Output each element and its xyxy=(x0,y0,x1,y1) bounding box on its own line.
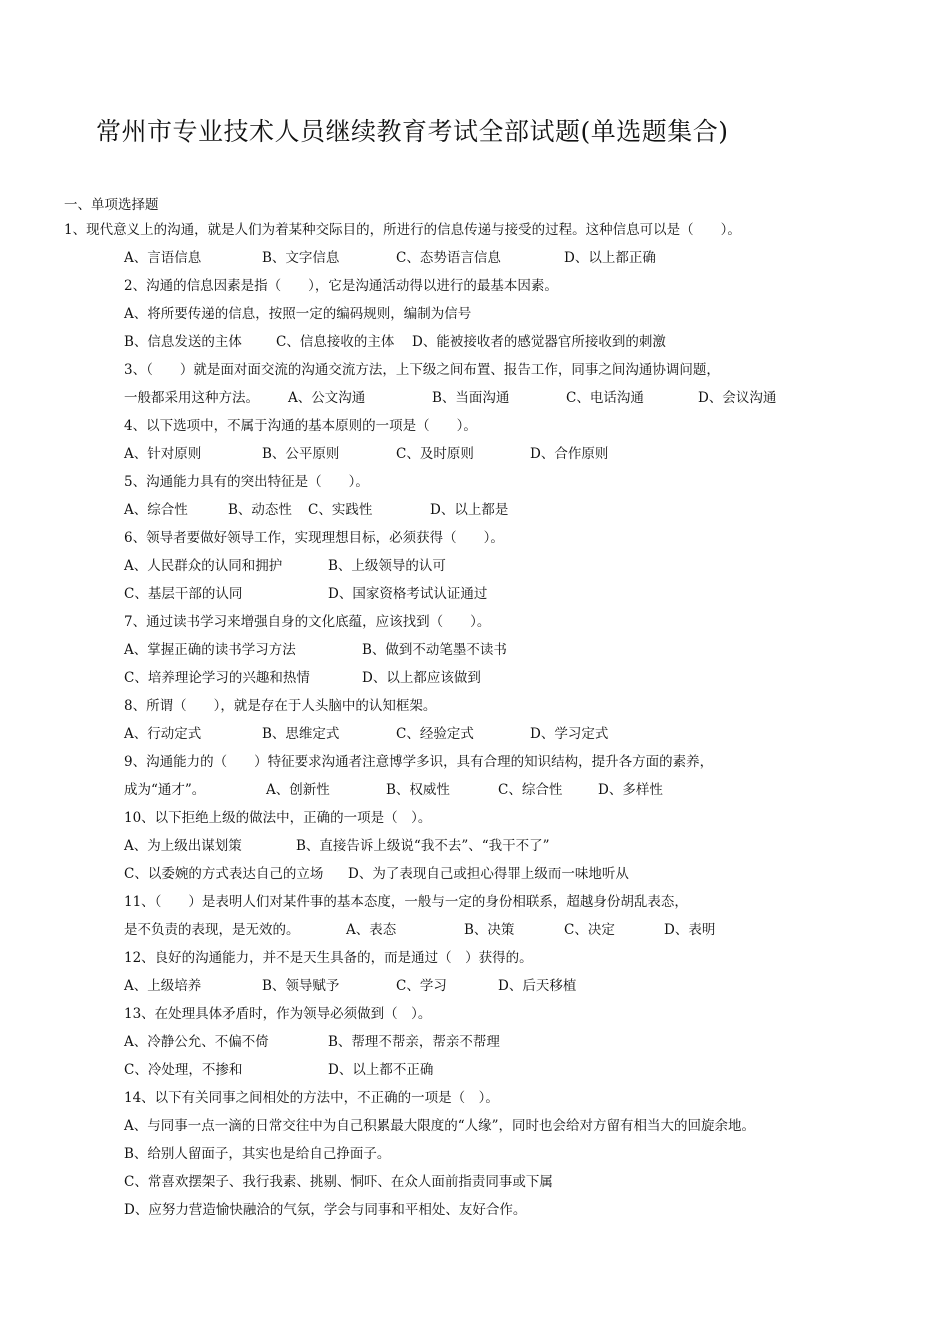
answer-option: B、帮理不帮亲，帮亲不帮理 xyxy=(328,1034,500,1050)
option-line xyxy=(0,1061,950,1079)
question-line xyxy=(0,697,950,715)
option-line xyxy=(0,669,950,687)
answer-option: B、思维定式 xyxy=(262,726,340,742)
answer-option: C、及时原则 xyxy=(396,446,474,462)
option-line xyxy=(0,445,950,463)
answer-option: B、公平原则 xyxy=(262,446,340,462)
answer-option: B、领导赋予 xyxy=(262,978,340,994)
answer-option: D、以上都不正确 xyxy=(328,1062,434,1078)
question-line xyxy=(0,809,950,827)
answer-option: B、做到不动笔墨不读书 xyxy=(362,642,507,658)
answer-option: B、信息发送的主体 xyxy=(124,334,242,350)
question-line xyxy=(0,949,950,967)
answer-option: C、信息接收的主体 xyxy=(276,334,395,350)
answer-option: C、培养理论学习的兴趣和热情 xyxy=(124,670,310,686)
answer-option: D、为了表现自己或担心得罪上级而一味地听从 xyxy=(348,866,629,882)
line-text: D、应努力营造愉快融洽的气氛，学会与同事和平相处、友好合作。 xyxy=(124,1202,527,1218)
answer-option: C、态势语言信息 xyxy=(396,250,501,266)
answer-option: 成为“通才”。 xyxy=(124,782,206,798)
option-line xyxy=(0,837,950,855)
line-text: 6、领导者要做好领导工作，实现理想目标，必须获得（ ）。 xyxy=(124,530,504,546)
line-text: 12、良好的沟通能力，并不是天生具备的，而是通过（ ）获得的。 xyxy=(124,950,533,966)
answer-option: A、创新性 xyxy=(266,782,330,798)
option-line xyxy=(0,557,950,575)
line-text: 7、通过读书学习来增强自身的文化底蕴，应该找到（ ）。 xyxy=(124,614,491,630)
line-text: 9、沟通能力的（ ）特征要求沟通者注意博学多识，具有合理的知识结构，提升各方面的素养， xyxy=(124,754,714,770)
answer-option: B、文字信息 xyxy=(262,250,340,266)
answer-option: D、学习定式 xyxy=(530,726,609,742)
question-line xyxy=(0,613,950,631)
option-line xyxy=(0,865,950,883)
answer-option: C、学习 xyxy=(396,978,447,994)
answer-option: C、基层干部的认同 xyxy=(124,586,243,602)
answer-option: C、决定 xyxy=(564,922,615,938)
answer-option: D、合作原则 xyxy=(530,446,609,462)
option-line xyxy=(0,977,950,995)
answer-option: C、以委婉的方式表达自己的立场 xyxy=(124,866,324,882)
line-text: 2、沟通的信息因素是指（ ），它是沟通活动得以进行的最基本因素。 xyxy=(124,278,558,294)
answer-option: C、冷处理，不掺和 xyxy=(124,1062,243,1078)
option-line xyxy=(0,501,950,519)
answer-option: A、言语信息 xyxy=(124,250,202,266)
option-line xyxy=(0,725,950,743)
answer-option: B、决策 xyxy=(464,922,515,938)
answer-option: A、冷静公允、不偏不倚 xyxy=(124,1034,269,1050)
line-text: B、给别人留面子，其实也是给自己挣面子。 xyxy=(124,1146,391,1162)
question-line xyxy=(0,361,950,379)
page-title: 常州市专业技术人员继续教育考试全部试题(单选题集合) xyxy=(96,117,729,146)
line-text: 14、以下有关同事之间相处的方法中，不正确的一项是（ ）。 xyxy=(124,1090,499,1106)
answer-option: D、多样性 xyxy=(598,782,663,798)
line-text: A、将所要传递的信息，按照一定的编码规则，编制为信号 xyxy=(124,306,472,322)
question-line xyxy=(0,753,950,771)
answer-option: A、行动定式 xyxy=(124,726,202,742)
question-line xyxy=(0,1173,950,1191)
answer-option: D、会议沟通 xyxy=(698,390,777,406)
option-line xyxy=(0,921,950,939)
question-line xyxy=(0,1117,950,1135)
question-line xyxy=(0,1201,950,1219)
answer-option: A、为上级出谋划策 xyxy=(124,838,242,854)
answer-option: A、表态 xyxy=(346,922,397,938)
answer-option: B、当面沟通 xyxy=(432,390,510,406)
line-text: 13、在处理具体矛盾时，作为领导必须做到（ ）。 xyxy=(124,1006,432,1022)
answer-option: D、能被接收者的感觉器官所接收到的刺激 xyxy=(412,334,666,350)
answer-option: A、针对原则 xyxy=(124,446,202,462)
option-line xyxy=(0,641,950,659)
answer-option: 一般都采用这种方法。 xyxy=(124,390,259,406)
question-line xyxy=(0,305,950,323)
answer-option: A、掌握正确的读书学习方法 xyxy=(124,642,296,658)
answer-option: C、经验定式 xyxy=(396,726,474,742)
question-line xyxy=(0,529,950,547)
answer-option: B、直接告诉上级说“我不去”、“我干不了” xyxy=(296,838,550,854)
line-text: 11、（ ）是表明人们对某件事的基本态度，一般与一定的身份相联系，超越身份胡乱表态， xyxy=(124,894,688,910)
line-text: 1、现代意义上的沟通，就是人们为着某种交际目的，所进行的信息传递与接受的过程。这种信息可以是（ ）。 xyxy=(64,222,741,238)
line-text: 10、以下拒绝上级的做法中，正确的一项是（ ）。 xyxy=(124,810,432,826)
option-line xyxy=(0,1033,950,1051)
question-line xyxy=(0,1005,950,1023)
question-line xyxy=(0,221,950,239)
answer-option: B、动态性 xyxy=(228,502,292,518)
line-text: 4、以下选项中，不属于沟通的基本原则的一项是（ ）。 xyxy=(124,418,477,434)
option-line xyxy=(0,585,950,603)
line-text: C、常喜欢摆架子、我行我素、挑剔、恫吓、在众人面前指责同事或下属 xyxy=(124,1174,553,1190)
answer-option: D、国家资格考试认证通过 xyxy=(328,586,488,602)
line-text: A、与同事一点一滴的日常交往中为自己积累最大限度的“人缘”，同时也会给对方留有相当大的回旋余地。 xyxy=(124,1118,756,1134)
option-line xyxy=(0,249,950,267)
answer-option: D、后天移植 xyxy=(498,978,577,994)
answer-option: A、人民群众的认同和拥护 xyxy=(124,558,283,574)
answer-option: A、公文沟通 xyxy=(288,390,366,406)
question-line xyxy=(0,1145,950,1163)
answer-option: D、表明 xyxy=(664,922,716,938)
question-line xyxy=(0,277,950,295)
option-line xyxy=(0,333,950,351)
section-heading: 一、单项选择题 xyxy=(64,197,159,213)
answer-option: C、综合性 xyxy=(498,782,563,798)
question-line xyxy=(0,893,950,911)
answer-option: A、综合性 xyxy=(124,502,188,518)
answer-option: D、以上都应该做到 xyxy=(362,670,481,686)
answer-option: C、实践性 xyxy=(308,502,373,518)
answer-option: D、以上都是 xyxy=(430,502,509,518)
question-line xyxy=(0,473,950,491)
answer-option: C、电话沟通 xyxy=(566,390,644,406)
line-text: 5、沟通能力具有的突出特征是（ ）。 xyxy=(124,474,369,490)
answer-option: B、权威性 xyxy=(386,782,450,798)
answer-option: B、上级领导的认可 xyxy=(328,558,446,574)
option-line xyxy=(0,781,950,799)
line-text: 8、所谓（ ），就是存在于人头脑中的认知框架。 xyxy=(124,698,437,714)
option-line xyxy=(0,389,950,407)
line-text: 3、（ ）就是面对面交流的沟通交流方法，上下级之间布置、报告工作，同事之间沟通协调问题， xyxy=(124,362,720,378)
answer-option: 是不负责的表现，是无效的。 xyxy=(124,922,300,938)
answer-option: D、以上都正确 xyxy=(564,250,656,266)
question-line xyxy=(0,1089,950,1107)
answer-option: A、上级培养 xyxy=(124,978,202,994)
question-line xyxy=(0,417,950,435)
